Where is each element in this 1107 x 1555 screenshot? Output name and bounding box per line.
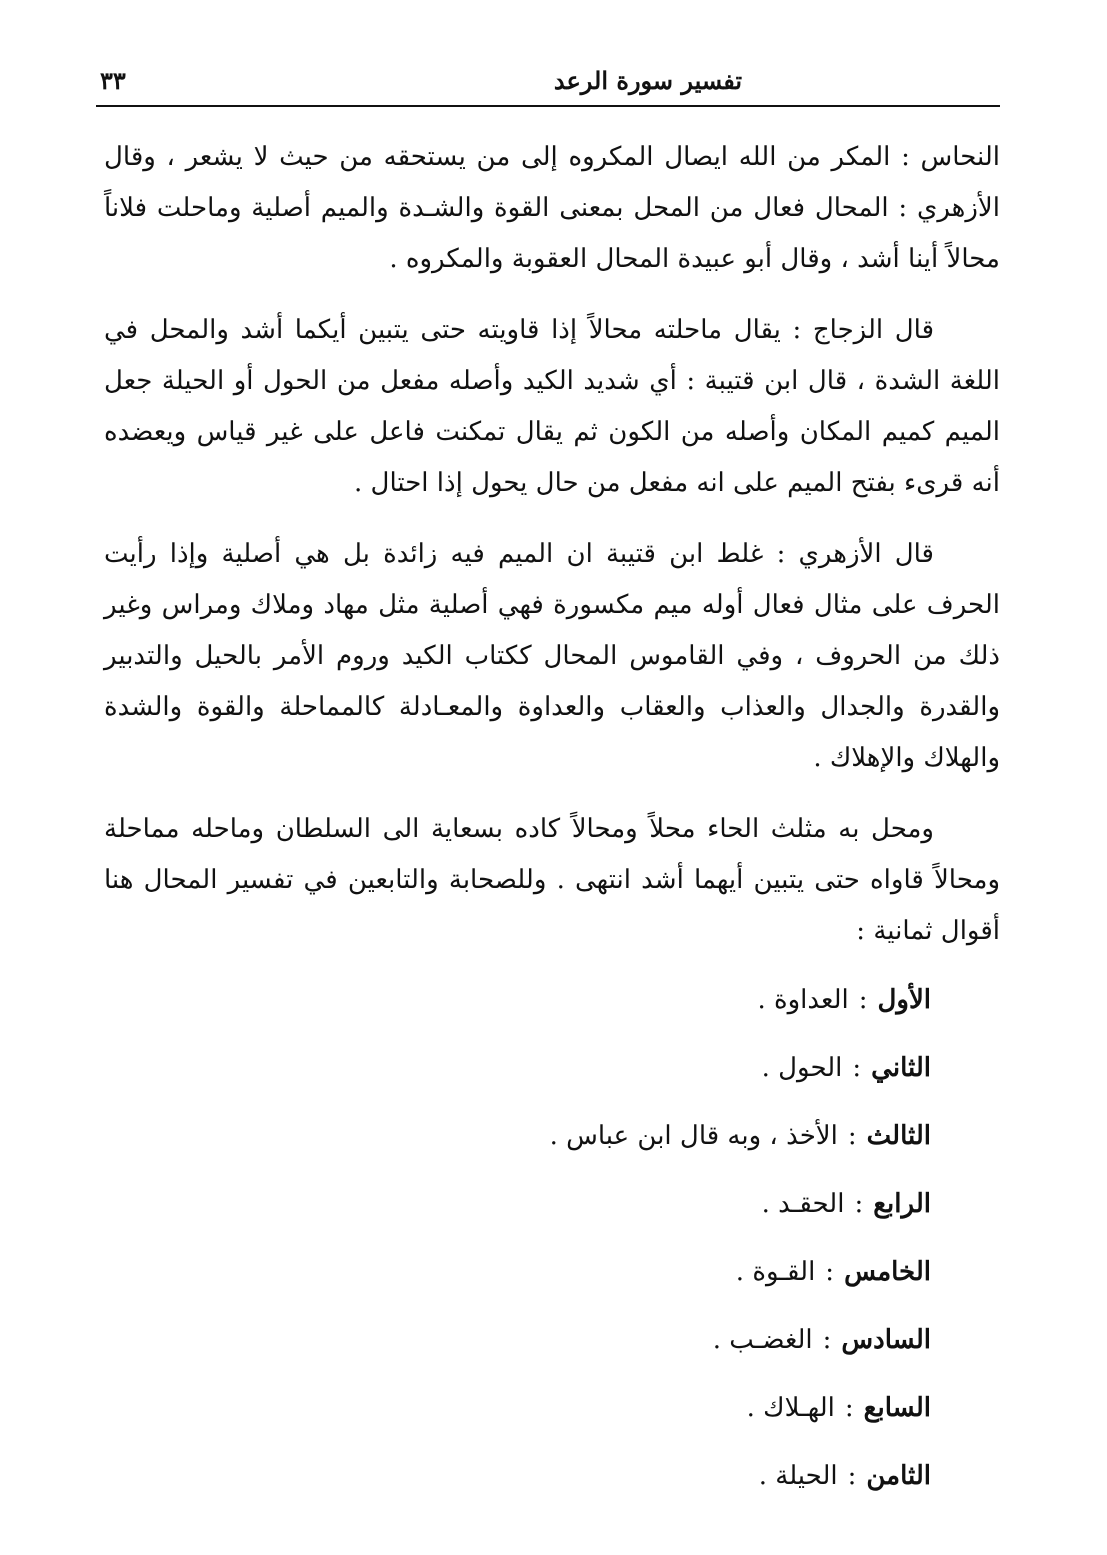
paragraph-4: ومحل به مثلث الحاء محلاً ومحالاً كاده بسعاية الى السلطان وماحله مماحلة ومحالاً قاواه حتى يتبين أيهما أشد انتهى . وللصحابة والتابعين في تفسير المحال هنا أقوال ثمانية : (104, 814, 1000, 946)
list-separator: : (822, 1325, 832, 1355)
list-term: الثالث (866, 1121, 931, 1151)
opinions-list (231, 974, 931, 1518)
list-term: السابع (863, 1393, 931, 1423)
list-term: الرابع (873, 1189, 931, 1219)
list-item (231, 974, 931, 1042)
list-term: الأول (877, 985, 931, 1015)
list-text: الغضـب . (712, 1325, 813, 1355)
list-separator: : (858, 985, 868, 1015)
list-item (231, 1110, 931, 1178)
list-separator: : (847, 1461, 857, 1491)
list-item (231, 1382, 931, 1450)
header-rule (96, 105, 1000, 107)
list-text: الحول . (761, 1053, 843, 1083)
list-separator: : (854, 1189, 864, 1219)
list-separator: : (847, 1121, 857, 1151)
list-text: الحيلة . (758, 1461, 838, 1491)
list-item (231, 1314, 931, 1382)
header-title: تفسير سورة الرعد (553, 66, 743, 95)
list-term: السادس (841, 1325, 931, 1355)
page-number: ٣٣ (100, 66, 126, 95)
running-header (96, 62, 1000, 106)
list-separator: : (825, 1257, 835, 1287)
list-term: الثامن (866, 1461, 931, 1491)
list-text: الهـلاك . (746, 1393, 835, 1423)
list-separator: : (844, 1393, 854, 1423)
list-item (231, 1246, 931, 1314)
list-text: القـوة . (735, 1257, 816, 1287)
list-term: الخامس (844, 1257, 931, 1287)
list-item (231, 1450, 931, 1518)
list-text: العداوة . (757, 985, 849, 1015)
list-separator: : (852, 1053, 862, 1083)
paragraph-3: قال الأزهري : غلط ابن قتيبة ان الميم فيه زائدة بل هي أصلية وإذا رأيت الحرف على مثال فعال أوله ميم مكسورة فهي أصلية مثل مهاد وملاك ومراس وغير ذلك من الحروف ، وفي القاموس المحال ككتاب الكيد وروم الأمر بالحيل والتدبير والقدرة والجدال والعذاب والعقاب والعداوة والمعـادلة كالمماحلة والقوة والشدة والهلاك والإهلاك . (104, 539, 1000, 773)
list-item (231, 1042, 931, 1110)
list-item (231, 1178, 931, 1246)
paragraph-1: النحاس : المكر من الله ايصال المكروه إلى من يستحقه من حيث لا يشعر ، وقال الأزهري : المحال فعال من المحل بمعنى القوة والشـدة والميم أصلية وماحلت فلاناً محالاً أينا أشد ، وقال أبو عبيدة المحال العقوبة والمكروه . (104, 142, 1000, 274)
list-text: الحقـد . (761, 1189, 845, 1219)
list-text: الأخذ ، وبه قال ابن عباس . (549, 1121, 838, 1151)
list-term: الثاني (871, 1053, 931, 1083)
body-text (104, 132, 1000, 977)
paragraph-2: قال الزجاج : يقال ماحلته محالاً إذا قاويته حتى يتبين أيكما أشد والمحل في اللغة الشدة ، قال ابن قتيبة : أي شديد الكيد وأصله مفعل من الحول أو الحيلة جعل الميم كميم المكان وأصله من الكون ثم يقال تمكنت فاعل على غير قياس ويعضده أنه قرىء بفتح الميم على انه مفعل من حال يحول إذا احتال . (104, 315, 1000, 498)
